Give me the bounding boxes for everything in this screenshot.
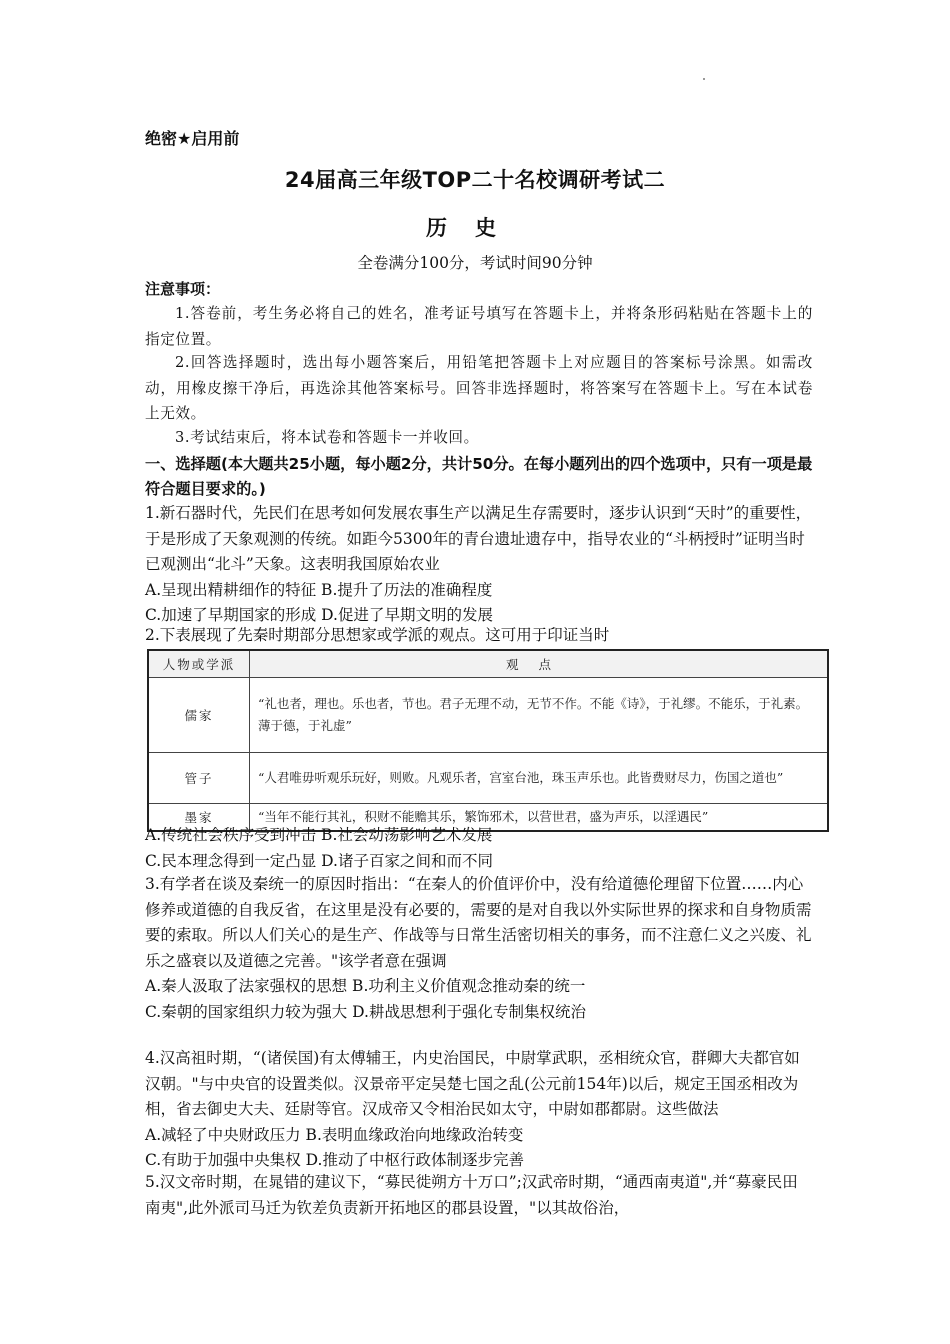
schools-table bbox=[147, 649, 829, 832]
question-stem: 3.有学者在谈及秦统一的原因时指出：“在秦人的价值评价中，没有给道德伦理留下位置……内心修养或道德的自我反省，在这里是没有必要的，需要的是对自我以外实际世界的探求和自身物质需要的索取。所以人们关心的是生产、作战等与日常生活密切相关的事务，而不注意仁义之兴废、礼乐之盛衰以及道德之完善。"该学者意在强调 bbox=[145, 875, 812, 970]
table-header-row bbox=[148, 650, 828, 678]
options-ab: A.减轻了中央财政压力 B.表明血缘政治向地缘政治转变 bbox=[145, 1125, 524, 1144]
subject-title: 历史 bbox=[426, 216, 524, 240]
options-cd: C.民本理念得到一定凸显 D.诸子百家之间和而不同 bbox=[145, 851, 493, 870]
section-1-heading: 一、选择题(本大题共25小题，每小题2分，共计50分。在每小题列出的四个选项中，只有一项是最符合题目要求的。) bbox=[145, 455, 813, 498]
question-stem: 5.汉文帝时期，在晁错的建议下，“募民徙朔方十万口”;汉武帝时期，“通西南夷道",并“募豪民田南夷",此外派司马迁为钦差负责新开拓地区的郡县设置，"以其故俗治， bbox=[145, 1173, 798, 1217]
score-time-line: 全卷满分100分，考试时间90分钟 bbox=[357, 254, 593, 272]
question-stem: 4.汉高祖时期，“(诸侯国)有太傅辅王，内史治国民，中尉掌武职，丞相统众官，群卿大夫都官如汉朝。"与中央官的设置类似。汉景帝平定吴楚七国之乱(公元前154年)以后，规定王国丞相改为相，省去御史大夫、廷尉等官。汉成帝又令相治民如太守，中尉如郡都尉。这些做法 bbox=[145, 1049, 800, 1119]
question-5 bbox=[145, 1170, 813, 1221]
options-ab: A.传统社会秩序受到冲击 B.社会动荡影响艺术发展 bbox=[145, 826, 493, 844]
notes-heading: 注意事项： bbox=[145, 280, 221, 298]
exam-title: 24届高三年级TOP二十名校调研考试二 bbox=[284, 168, 666, 192]
question-2-stem: 2.下表展现了先秦时期部分思想家或学派的观点。这可用于印证当时 bbox=[145, 626, 610, 644]
scan-speck bbox=[703, 78, 705, 80]
question-2-options bbox=[145, 823, 813, 874]
note-item-2: 2.回答选择题时，选出每小题答案后，用铅笔把答题卡上对应题目的答案标号涂黑。如需改动，用橡皮擦干净后，再选涂其他答案标号。回答非选择题时，将答案写在答题卡上。写在本试卷上无效。 bbox=[145, 354, 813, 423]
question-4 bbox=[145, 1046, 813, 1174]
question-stem: 1.新石器时代，先民们在思考如何发展农事生产以满足生存需要时，逐步认识到“天时”的重要性，于是形成了天象观测的传统。如距今5300年的青台遗址遗存中，指导农业的“斗柄授时”证明当时已观测出“北斗”天象。这表明我国原始农业 bbox=[145, 504, 812, 574]
confidential-mark: 绝密★启用前 bbox=[145, 129, 240, 148]
note-item-3: 3.考试结束后，将本试卷和答题卡一并收回。 bbox=[175, 429, 479, 446]
school-name: 墨家 bbox=[148, 804, 250, 832]
options-ab: A.秦人汲取了法家强权的思想 B.功利主义价值观念推动秦的统一 bbox=[145, 977, 586, 996]
table-row bbox=[148, 678, 828, 753]
question-1 bbox=[145, 501, 813, 629]
school-name: 儒家 bbox=[148, 678, 250, 753]
col-who-header: 人物或学派 bbox=[148, 650, 250, 678]
note-item-1: 1.答卷前，考生务必将自己的姓名，准考证号填写在答题卡上，并将条形码粘贴在答题卡上的指定位置。 bbox=[145, 305, 813, 348]
table-row bbox=[148, 753, 828, 804]
options-cd: C.秦朝的国家组织力较为强大 D.耕战思想利于强化专制集权统治 bbox=[145, 1002, 586, 1021]
school-view: “当年不能行其礼，积财不能赡其乐，繁饰邪术，以营世君，盛为声乐，以淫遇民” bbox=[250, 804, 829, 832]
options-ab: A.呈现出精耕细作的特征 B.提升了历法的准确程度 bbox=[145, 580, 493, 599]
school-view: “人君唯毋听观乐玩好，则败。凡观乐者，宫室台池，珠玉声乐也。此皆费财尽力，伤国之道也” bbox=[250, 753, 829, 804]
options-cd: C.加速了早期国家的形成 D.促进了早期文明的发展 bbox=[145, 606, 493, 625]
question-3 bbox=[145, 872, 813, 1026]
options-cd: C.有助于加强中央集权 D.推动了中枢行政体制逐步完善 bbox=[145, 1151, 524, 1170]
col-view-header: 观点 bbox=[250, 650, 829, 678]
school-view: “礼也者，理也。乐也者，节也。君子无理不动，无节不作。不能《诗》，于礼缪。不能乐，于礼素。薄于德，于礼虚” bbox=[250, 678, 829, 753]
school-name: 管子 bbox=[148, 753, 250, 804]
